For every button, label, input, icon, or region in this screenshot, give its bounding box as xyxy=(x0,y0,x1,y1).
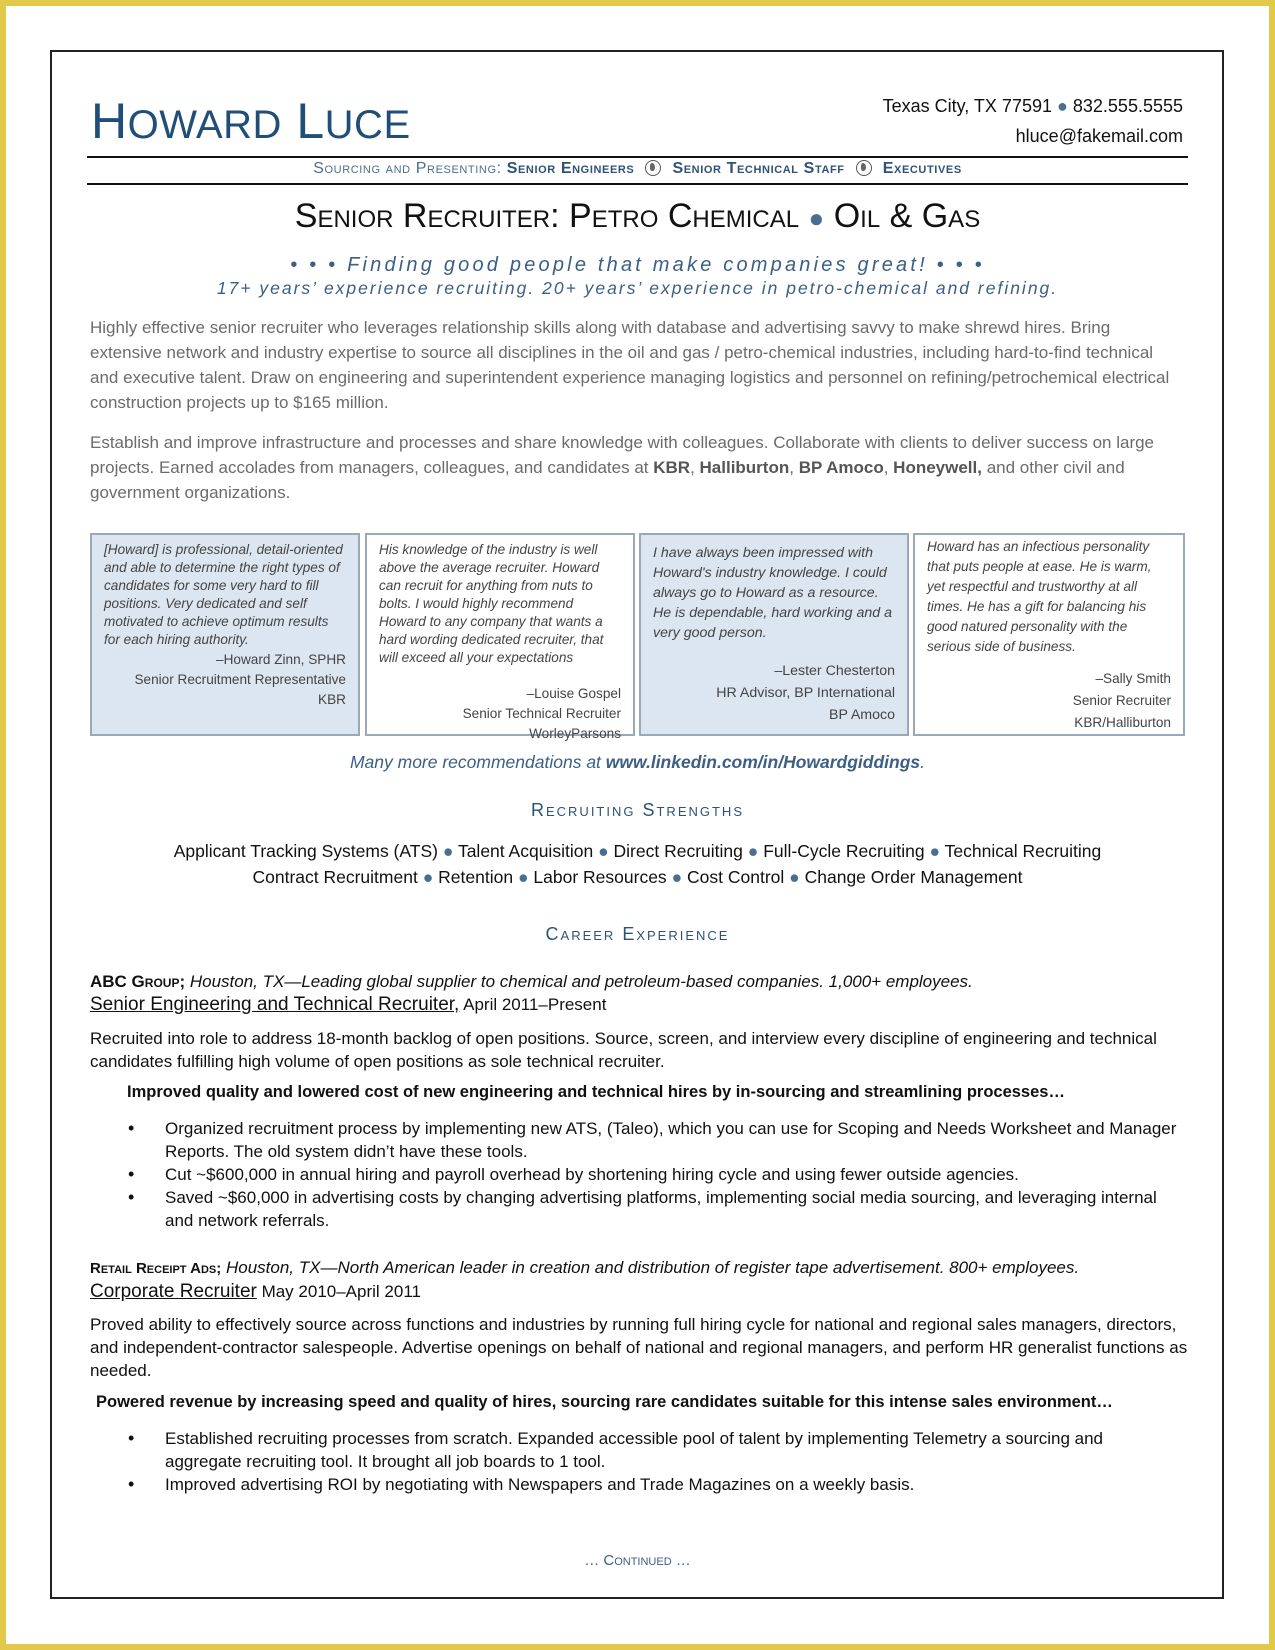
separator-dot: ● xyxy=(808,203,825,233)
strength-item: Contract Recruitment xyxy=(252,867,418,887)
testimonial-org: KBR/Halliburton xyxy=(1074,715,1171,730)
name-first-rest: OWARD xyxy=(127,103,282,147)
summary-text: Establish and improve infrastructure and processes and share knowledge with colleagues. Collaborate with clients to deliver success on large projects. Earned accolades from managers, colleagues, and candidates at xyxy=(90,433,1155,477)
experience-tagline: 17+ years’ experience recruiting. 20+ years’ experience in petro-chemical and refining. xyxy=(216,278,1059,298)
testimonial-role: Senior Technical Recruiter xyxy=(462,706,621,721)
job-highlight: Powered revenue by increasing speed and quality of hires, sourcing rare candidates suitable for this intense sales environment… xyxy=(96,1393,1113,1411)
candidate-name xyxy=(91,92,411,150)
job-company: Retail Receipt Ads; xyxy=(90,1260,222,1277)
testimonial-card xyxy=(639,533,909,736)
list-item: • Improved advertising ROI by negotiating with Newspapers and Trade Magazines on a weekly basis. xyxy=(124,1473,1184,1496)
testimonial-role: Senior Recruiter xyxy=(1072,693,1171,708)
header-rule-bottom xyxy=(87,183,1188,185)
job-bullets xyxy=(124,1427,1184,1496)
continued-note: … Continued … xyxy=(584,1552,691,1569)
contact-block xyxy=(883,91,1183,151)
list-item: • Established recruiting processes from scratch. Expanded accessible pool of talent by implementing Telemetry a sourcing and aggregate recruiting tool. It brought all job boards to 1 tool. xyxy=(124,1427,1184,1473)
job-dates: May 2010–April 2011 xyxy=(256,1282,421,1301)
separator-dot: ● xyxy=(1057,96,1068,116)
testimonial-text: Howard has an infectious personality that puts people at ease. He is warm, yet respectful and trustworthy at all times. He has a gift for balancing his good natured personality with the serious side of business. xyxy=(927,539,1152,654)
summary-text: and other civil and government organizations. xyxy=(90,458,1125,502)
testimonial-role: Senior Recruitment Representative xyxy=(134,672,346,687)
recommendations-line xyxy=(87,752,1188,773)
list-item: • Cut ~$600,000 in annual hiring and payroll overhead by shortening hiring cycle and using fewer outside agencies. xyxy=(124,1163,1184,1186)
testimonial-text: His knowledge of the industry is well above the average recruiter. Howard can recruit for anything from nuts to bolts. I would highly recommend Howard to any company that wants a hard wording dedicated recruiter, that will exceed all your expectations xyxy=(379,542,604,665)
sourcing-item: Senior Technical Staff xyxy=(672,160,845,177)
job-title: Corporate Recruiter xyxy=(90,1281,257,1302)
job-company: ABC Group; xyxy=(90,972,186,991)
headline xyxy=(87,197,1188,236)
testimonial-role: HR Advisor, BP International xyxy=(716,685,895,701)
globe-icon xyxy=(645,160,661,176)
summary-paragraph-2: Establish and improve infrastructure and processes and share knowledge with colleagues. Collaborate with clients to deliver success on large projects. Earned accolades from managers, colleagues, and candidates at KBR, Halliburton, BP Amoco, Honeywell, and other civil and government organizations. xyxy=(90,433,1155,502)
strength-item: Change Order Management xyxy=(804,867,1023,887)
phone: 832.555.5555 xyxy=(1072,96,1183,116)
job-summary: Recruited into role to address 18-month backlog of open positions. Source, screen, and interview every discipline of engineering and technical candidates fulfilling high volume of open positions as sole technical recruiter. xyxy=(90,1029,1157,1071)
testimonial-author: –Louise Gospel xyxy=(526,686,621,701)
name-initial-first: H xyxy=(91,93,128,149)
testimonial-author: –Sally Smith xyxy=(1095,671,1171,686)
strength-item: Technical Recruiting xyxy=(944,841,1102,861)
testimonial-text: [Howard] is professional, detail-oriented and able to determine the right types of candidates for some very hard to fill positions. Very dedicated and self motivated to achieve optimum results for each hiring authority. xyxy=(104,542,343,647)
job-title-line xyxy=(90,994,606,1016)
testimonial-org: KBR xyxy=(318,692,346,707)
job-title-line xyxy=(90,1281,421,1303)
strengths-line-2: Contract Recruitment ● Retention ● Labor Resources ● Cost Control ● Change Order Management xyxy=(252,867,1023,887)
strength-item: Labor Resources xyxy=(533,867,667,887)
headline-right: Oil & Gas xyxy=(833,197,981,235)
sourcing-line xyxy=(87,160,1188,178)
tagline: • • • Finding good people that make companies great! • • • xyxy=(290,254,985,276)
company-name: Halliburton xyxy=(699,458,790,477)
testimonial-card xyxy=(90,533,360,736)
name-initial-last: L xyxy=(296,93,325,149)
email: hluce@fakemail.com xyxy=(1015,126,1183,146)
globe-icon xyxy=(856,160,872,176)
testimonial-author: –Lester Chesterton xyxy=(774,663,895,679)
testimonial-card xyxy=(913,533,1185,736)
list-item: • Saved ~$60,000 in advertising costs by changing advertising platforms, implementing social media sourcing, and leveraging internal and network referrals. xyxy=(124,1186,1184,1232)
strength-item: Direct Recruiting xyxy=(613,841,743,861)
strength-item: Full-Cycle Recruiting xyxy=(763,841,925,861)
testimonial-author: –Howard Zinn, SPHR xyxy=(216,652,346,667)
testimonial-org: BP Amoco xyxy=(829,707,895,723)
list-item: • Organized recruitment process by implementing new ATS, (Taleo), which you can use for Scoping and Needs Worksheet and Manager Reports. The old system didn’t have these tools. xyxy=(124,1117,1184,1163)
sourcing-label: Sourcing and Presenting: xyxy=(313,160,502,177)
testimonial-text: I have always been impressed with Howard's industry knowledge. I could always go to Howard as a resource. He is dependable, hard working and a very good person. xyxy=(653,545,892,641)
header-rule-top xyxy=(87,156,1188,158)
job-highlight: Improved quality and lowered cost of new engineering and technical hires by in-sourcing and streamlining processes… xyxy=(127,1083,1065,1101)
testimonial-org: WorleyParsons xyxy=(529,726,621,741)
sourcing-item: Senior Engineers xyxy=(506,160,635,177)
testimonial-card xyxy=(365,533,635,741)
strength-item: Retention xyxy=(438,867,514,887)
company-name: KBR xyxy=(653,458,691,477)
strengths-list xyxy=(87,838,1188,890)
job-header xyxy=(90,1258,1190,1278)
job-description: Houston, TX—North American leader in creation and distribution of register tape advertisement. 800+ employees. xyxy=(221,1258,1080,1277)
job-dates: April 2011–Present xyxy=(459,995,607,1014)
job-header xyxy=(90,972,1190,992)
headline-left: Senior Recruiter: Petro Chemical xyxy=(294,197,800,235)
strength-item: Talent Acquisition xyxy=(457,841,594,861)
section-title-experience: Career Experience xyxy=(545,924,730,944)
name-last-rest: UCE xyxy=(324,103,411,147)
strength-item: Applicant Tracking Systems (ATS) xyxy=(173,841,438,861)
job-summary: Proved ability to effectively source across functions and industries by running full hiring cycle for national and regional sales managers, directors, and independent-contractor salespeople. Advertise openings on behalf of national and regional managers, and perform HR generalist functions as needed. xyxy=(90,1315,1188,1380)
summary-paragraph-1: Highly effective senior recruiter who leverages relationship skills along with database and advertising savvy to make shrewd hires. Bring extensive network and industry expertise to source all disciplines in the oil and gas / petro-chemical industries, including hard-to-find technical and executive talent. Draw on engineering and superintendent experience managing logistics and personnel on refining/petrochemical electrical construction projects up to $165 million. xyxy=(90,318,1170,412)
strength-item: Cost Control xyxy=(687,867,785,887)
location: Texas City, TX 77591 xyxy=(882,96,1052,116)
company-name: BP Amoco xyxy=(798,458,884,477)
section-title-strengths: Recruiting Strengths xyxy=(530,800,744,820)
job-bullets xyxy=(124,1117,1184,1232)
sourcing-item: Executives xyxy=(882,160,962,177)
company-name: Honeywell, xyxy=(893,458,982,477)
recommendations-period: . xyxy=(920,752,926,772)
job-description: Houston, TX—Leading global supplier to chemical and petroleum-based companies. 1,000+ employees. xyxy=(185,972,973,991)
linkedin-link[interactable]: www.linkedin.com/in/Howardgiddings xyxy=(605,752,921,772)
job-title: Senior Engineering and Technical Recruiter, xyxy=(90,994,460,1015)
recommendations-text: Many more recommendations at xyxy=(349,752,606,772)
strengths-line-1: Applicant Tracking Systems (ATS) ● Talent Acquisition ● Direct Recruiting ● Full-Cycle Recruiting ● Technical Recruiting xyxy=(173,841,1102,861)
